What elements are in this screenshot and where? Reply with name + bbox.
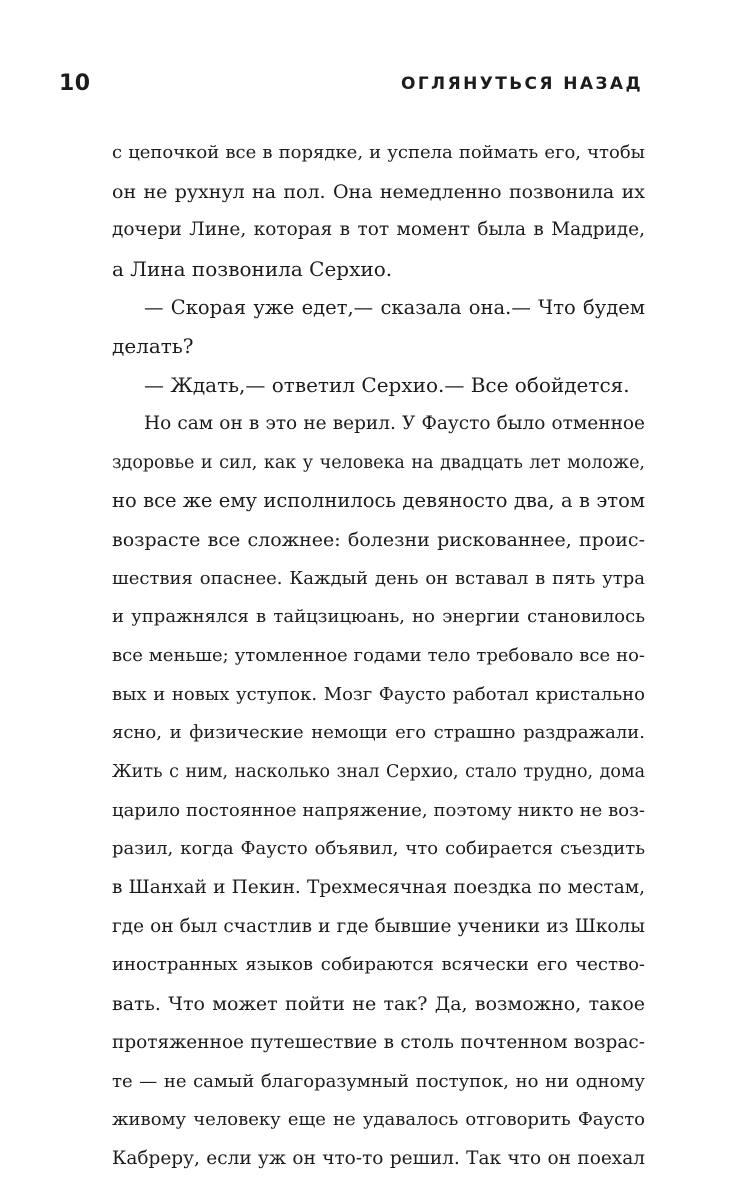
text-line: царило постоянное напряжение, поэтому никто не воз- (112, 799, 645, 821)
text-line: но все же ему исполнилось девяносто два, а в этом (112, 489, 645, 513)
text-line: он не рухнул на пол. Она немедленно позвонила их (112, 180, 645, 203)
text-line: с цепочкой все в порядке, и успела поймать его, чтобы (112, 142, 645, 163)
text-line: здоровье и сил, как у человека на двадцать лет моложе, (112, 452, 645, 473)
text-line: и упражнялся в тайцзицюань, но энергии становилось (112, 606, 645, 628)
text-line: дочери Лине, которая в тот момент была в Мадриде, (112, 219, 645, 241)
text-line: разил, когда Фаусто объявил, что собирается съездить (112, 838, 645, 860)
text-line: иностранных языков собираются всячески его чество- (112, 954, 645, 976)
text-line: — Ждать,— ответил Серхио.— Все обойдется. (144, 373, 630, 398)
text-line: где он был счастлив и где бывшие ученики из Школы (112, 915, 645, 937)
text-line: живому человеку еще не удавалось отговорить Фаусто (112, 1109, 645, 1131)
running-title: ОГЛЯНУТЬСЯ НАЗАД (400, 74, 643, 94)
text-line: возрасте все сложнее: болезни рискованнее, проис- (112, 528, 645, 551)
text-line: ясно, и физические немощи его страшно раздражали. (112, 722, 645, 744)
text-line: делать? (112, 334, 194, 359)
text-line: шествия опаснее. Каждый день он вставал в пять утра (112, 567, 645, 589)
text-line: Кабреру, если уж он что-то решил. Так что он поехал (112, 1147, 645, 1169)
text-line: Жить с ним, насколько знал Серхио, стало трудно, дома (112, 762, 645, 782)
text-line: а Лина позвонила Серхио. (112, 257, 393, 282)
text-line: те — не самый благоразумный поступок, но ни одному (112, 1070, 645, 1092)
text-line: протяженное путешествие в столь почтенном возрас- (112, 1031, 645, 1053)
text-line: вать. Что может пойти не так? Да, возможно, такое (112, 993, 645, 1016)
body-text (112, 134, 645, 1179)
text-line: в Шанхай и Пекин. Трехмесячная поездка по местам, (112, 877, 645, 899)
text-line: вых и новых уступок. Мозг Фаусто работал кристально (112, 683, 645, 705)
page-number: 10 (59, 71, 91, 96)
text-line: Но сам он в это не верил. У Фаусто было отменное (144, 412, 645, 434)
text-line: все меньше; утомленное годами тело требовало все но- (112, 644, 645, 666)
text-line: — Скорая уже едет,— сказала она.— Что будем (144, 295, 645, 319)
